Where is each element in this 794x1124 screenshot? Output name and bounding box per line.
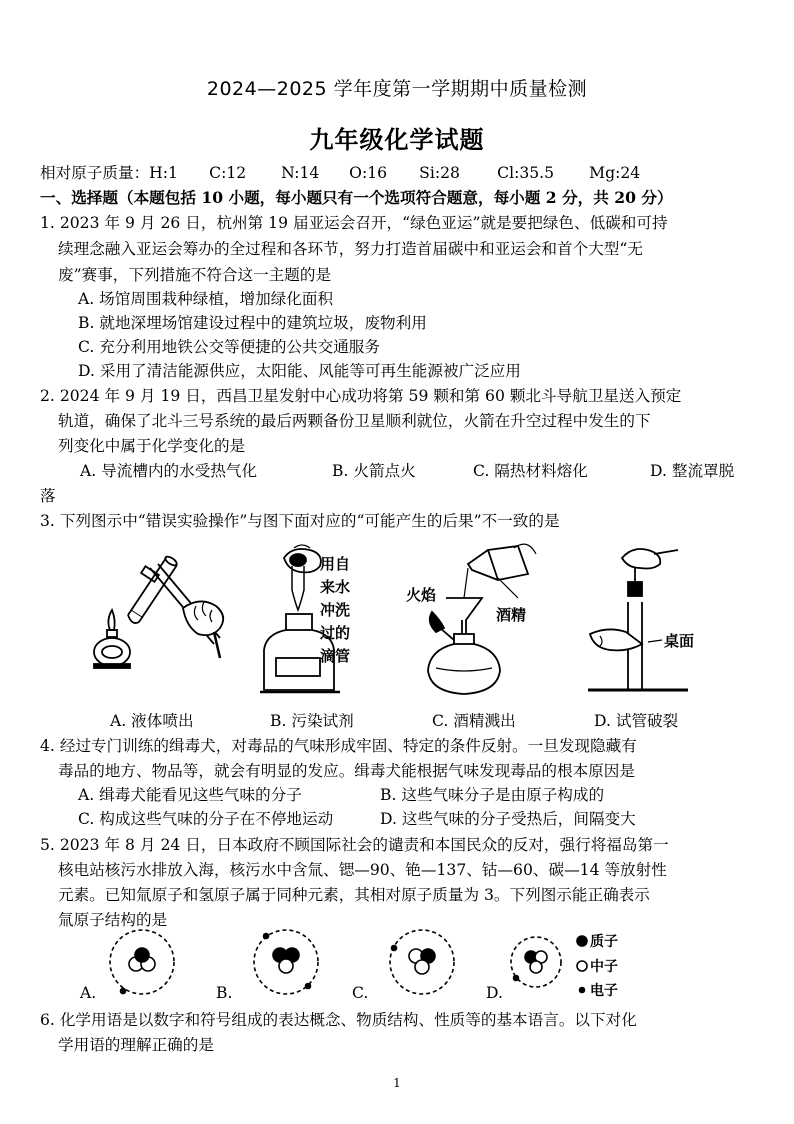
fig-d-tube-on-desk: [588, 549, 688, 690]
q2-line-1: 2. 2024 年 9 月 19 日，西昌卫星发射中心成功将第 59 颗和第 60 颗北斗导航卫星送入预定: [40, 387, 682, 405]
q4-line-1: 4. 经过专门训练的缉毒犬，对毒品的气味形成牢固、特定的条件反射。一旦发现隐藏有: [40, 737, 637, 755]
q5-option-b-label: B.: [216, 984, 233, 1002]
atom-legend-labels: [590, 933, 618, 999]
q1-line-1: 1. 2023 年 9 月 26 日，杭州第 19 届亚运会召开，“绿色亚运”就是要把绿色、低碳和可持: [40, 214, 668, 232]
mass-n: N:14: [281, 164, 320, 182]
q3-caption-a: A. 液体喷出: [110, 712, 194, 730]
q2-option-a: A. 导流槽内的水受热气化: [80, 462, 258, 480]
q3-line: 3. 下列图示中“错误实验操作”与图下面对应的“可能产生的后果”不一致的是: [40, 512, 560, 530]
fig-b-text-5: 滴管: [320, 647, 351, 665]
atom-option-d: [511, 937, 561, 987]
q2-option-b: B. 火箭点火: [332, 462, 416, 480]
q3-caption-c: C. 酒精溅出: [432, 712, 516, 730]
q2-line-3: 列变化中属于化学变化的是: [58, 437, 246, 455]
atom-legend: [577, 936, 587, 993]
fig-a-heating-tube: [94, 555, 223, 668]
mass-mg: Mg:24: [589, 164, 641, 182]
fig-b-label: [319, 555, 350, 665]
atom-option-c: [390, 930, 454, 994]
q5-line-1: 5. 2023 年 8 月 24 日，日本政府不顾国际社会的谴责和本国民众的反对，强行将福岛第一: [40, 836, 669, 854]
fig-c-alcohol-label: 酒精: [496, 606, 527, 624]
atomic-masses-label: 相对原子质量：: [40, 164, 150, 182]
legend-electron: 电子: [590, 983, 618, 999]
q3-caption-d: D. 试管破裂: [594, 712, 679, 730]
q2-option-c: C. 隔热材料熔化: [473, 462, 588, 480]
exam-title: 2024—2025 学年度第一学期期中质量检测: [206, 78, 588, 100]
q5-option-a-label: A.: [80, 984, 97, 1002]
q4-line-2: 毒品的地方、物品等，就会有明显的发应。缉毒犬能根据气味发现毒品的根本原因是: [58, 762, 635, 780]
fig-c-labels: [406, 586, 526, 624]
q2-option-d-tail: 落: [40, 487, 56, 505]
mass-si: Si:28: [419, 164, 460, 182]
q2-line-2: 轨道，确保了北斗三号系统的最后两颗备份卫星顺利就位，火箭在升空过程中发生的下: [58, 412, 651, 430]
q1-line-3: 废”赛事，下列措施不符合这一主题的是: [58, 266, 332, 284]
proton-legend-icon: [577, 936, 587, 946]
q4-option-a: A. 缉毒犬能看见这些气味的分子: [78, 786, 302, 804]
q1-option-d: D. 采用了清洁能源供应，太阳能、风能等可再生能源被广泛应用: [78, 362, 521, 380]
atom-option-a: [110, 930, 174, 994]
q3-figures: [88, 540, 708, 705]
q5-option-c-label: C.: [352, 984, 369, 1002]
q5-option-d-label: D.: [486, 984, 503, 1002]
q1-option-b: B. 就地深埋场馆建设过程中的建筑垃圾，废物利用: [78, 314, 427, 332]
q1-option-c: C. 充分利用地铁公交等便捷的公共交通服务: [78, 338, 380, 356]
fig-c-flame-label: 火焰: [406, 586, 437, 604]
q5-line-3: 元素。已知氚原子和氢原子属于同种元素，其相对原子质量为 3。下列图示能正确表示: [58, 886, 650, 904]
q1-line-2: 续理念融入亚运会筹办的全过程和各环节，努力打造首届碳中和亚运会和首个大型“无: [58, 240, 643, 258]
neutron-legend-icon: [577, 961, 587, 971]
mass-h: H:1: [149, 164, 178, 182]
q6-line-2: 学用语的理解正确的是: [58, 1036, 214, 1054]
electron-legend-icon: [580, 988, 585, 993]
fig-b-text-4: 过的: [320, 624, 351, 642]
fig-b-text-1: 用自: [320, 555, 351, 573]
fig-d-desk-label: 桌面: [664, 632, 695, 650]
q3-caption-b: B. 污染试剂: [270, 712, 354, 730]
q4-option-b: B. 这些气味分子是由原子构成的: [380, 786, 605, 804]
q5-line-4: 氚原子结构的是: [58, 911, 168, 929]
q4-option-c: C. 构成这些气味的分子在不停地运动: [78, 810, 334, 828]
section1-heading: 一、选择题（本题包括 10 小题，每小题只有一个选项符合题意，每小题 2 分，共 20 分）: [40, 188, 673, 207]
mass-cl: Cl:35.5: [497, 164, 555, 182]
mass-c: C:12: [209, 164, 247, 182]
fig-d-labels: [664, 632, 694, 650]
atomic-masses-line: [40, 161, 640, 185]
fig-b-text-3: 冲洗: [320, 601, 351, 619]
atom-option-b: [254, 930, 318, 994]
q6-line-1: 6. 化学用语是以数字和符号组成的表达概念、物质结构、性质等的基本语言。以下对化: [40, 1011, 637, 1029]
exam-subtitle: 九年级化学试题: [309, 126, 485, 154]
fig-b-text-2: 来水: [320, 578, 351, 596]
q4-option-d: D. 这些气味的分子受热后，间隔变大: [380, 810, 636, 828]
mass-o: O:16: [349, 164, 388, 182]
legend-neutron: 中子: [590, 959, 618, 975]
q5-line-2: 核电站核污水排放入海，核污水中含氚、锶—90、铯—137、钴—60、碳—14 等放射性: [58, 861, 667, 879]
q1-option-a: A. 场馆周围栽种绿植，增加绿化面积: [78, 290, 334, 308]
legend-proton: 质子: [590, 934, 618, 950]
q2-option-d: D. 整流罩脱: [650, 462, 735, 480]
page-number: 1: [393, 1076, 401, 1090]
